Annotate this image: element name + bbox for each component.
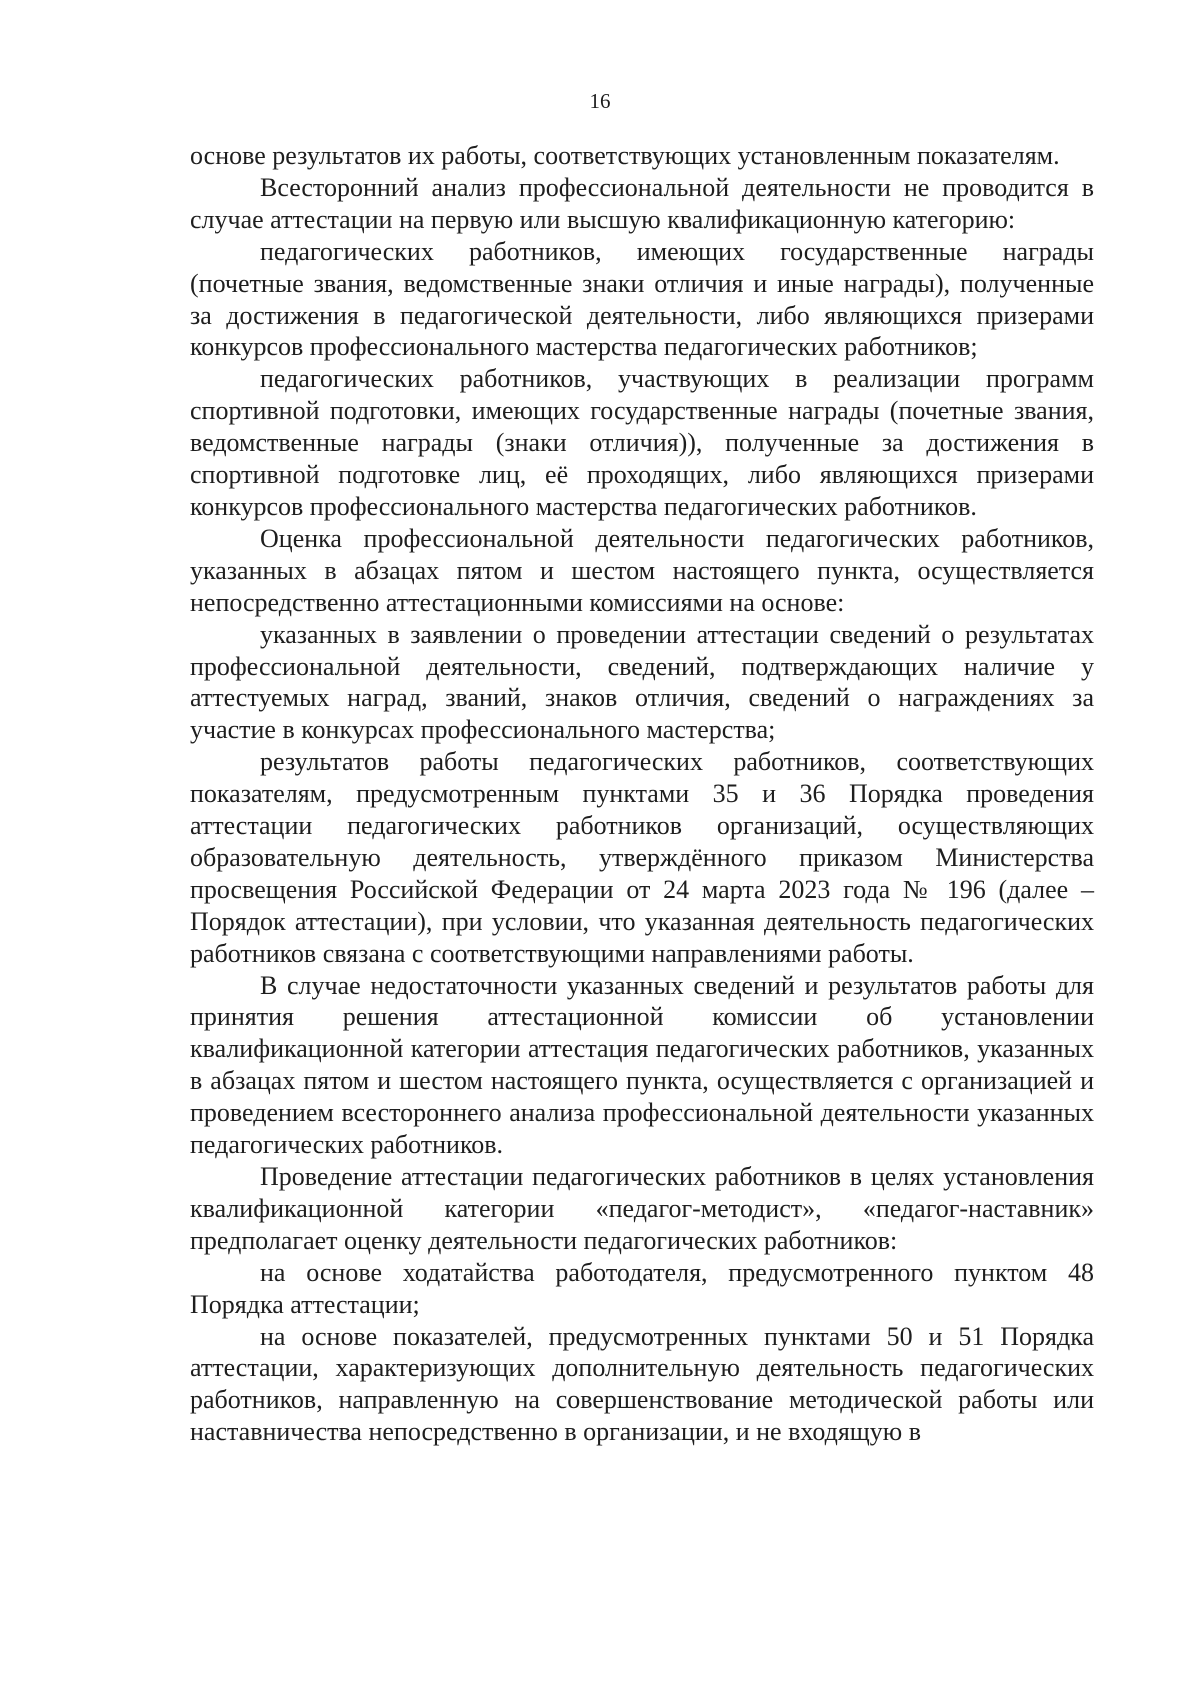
paragraph-application-data: указанных в заявлении о проведении аттестации сведений о результатах профессиональной деятельности, сведений, подтверждающих наличие у аттестуемых наград, званий, знаков отличия, сведений о награждениях за участие в конкурсах профессионального мастерства; (190, 619, 1094, 745)
paragraph-awarded-workers: педагогических работников, имеющих государственные награды (почетные звания, ведомственные знаки отличия и иные награды), полученные за достижения в педагогической деятельности, либо являющихся призерами конкурсов профессионального мастерства педагогических работников; (190, 236, 1094, 362)
paragraph-work-results: результатов работы педагогических работников, соответствующих показателям, предусмотренным пунктами 35 и 36 Порядка проведения аттестации педагогических работников организаций, осуществляющих образовательную деятельность, утверждённого приказом Министерства просвещения Российской Федерации от 24 марта 2023 года № 196 (далее – Порядок аттестации), при условии, что указанная деятельность педагогических работников связана с соответствующими направлениями работы. (190, 747, 1094, 968)
paragraph-sports-workers: педагогических работников, участвующих в реализации программ спортивной подготовки, имеющих государственные награды (почетные звания, ведомственные награды (знаки отличия)), полученные за достижения в спортивной подготовке лиц, её проходящих, либо являющихся призерами конкурсов профессионального мастерства педагогических работников. (190, 364, 1094, 521)
paragraph-continuation: основе результатов их работы, соответствующих установленным показателям. (190, 141, 1060, 170)
paragraph-indicators: на основе показателей, предусмотренных пунктами 50 и 51 Порядка аттестации, характеризующих дополнительную деятельность педагогических работников, направленную на совершенствование методической работы или наставничества непосредственно в организации, и не входящую в (190, 1321, 1094, 1447)
paragraph-analysis-exemption: Всесторонний анализ профессиональной деятельности не проводится в случае аттестации на первую или высшую квалификационную категорию: (190, 172, 1094, 234)
document-body (190, 140, 1094, 1448)
paragraph-insufficient-data: В случае недостаточности указанных сведений и результатов работы для принятия решения аттестационной комиссии об установлении квалификационной категории аттестация педагогических работников, указанных в абзацах пятом и шестом настоящего пункта, осуществляется с организацией и проведением всестороннего анализа профессиональной деятельности указанных педагогических работников. (190, 970, 1094, 1160)
paragraph-employer-petition: на основе ходатайства работодателя, предусмотренного пунктом 48 Порядка аттестации; (190, 1257, 1094, 1319)
paragraph-evaluation: Оценка профессиональной деятельности педагогических работников, указанных в абзацах пятом и шестом настоящего пункта, осуществляется непосредственно аттестационными комиссиями на основе: (190, 523, 1094, 617)
page-number: 16 (589, 89, 611, 113)
paragraph-methodist-mentor: Проведение аттестации педагогических работников в целях установления квалификационной категории «педагог-методист», «педагог-наставник» предполагает оценку деятельности педагогических работников: (190, 1162, 1094, 1255)
